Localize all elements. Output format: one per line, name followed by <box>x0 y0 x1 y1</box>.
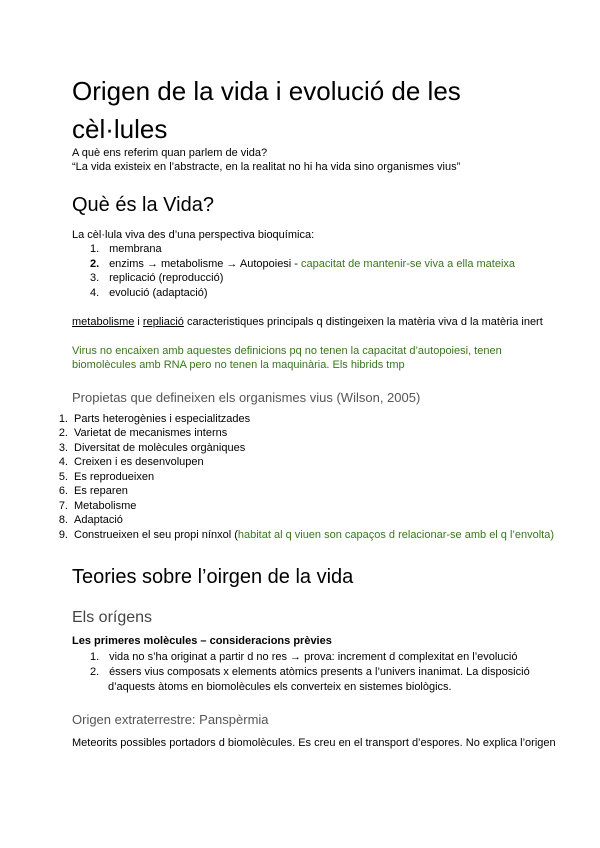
list-text: Construeixen el seu propi nínxol ( <box>74 529 238 541</box>
list-item <box>90 665 530 680</box>
virus-note-line2: biomolècules amb RNA pero no tenen la maquinària. Els hibrids tmp <box>72 359 405 371</box>
list-item <box>50 513 123 528</box>
list-text: Parts heterogènies i especialitzades <box>74 413 251 425</box>
intro-question: A què ens referim quan parlem de vida? <box>72 147 268 159</box>
virus-note-line1: Virus no encaixen amb aquestes definicions pq no tenen la capacitat d’autopoiesi, tenen <box>72 345 502 357</box>
intro-quote: “La vida existeix en l’abstracte, en la realitat no hi ha vida sino organismes vius” <box>72 161 461 173</box>
list-item <box>50 441 245 456</box>
underlined-term: metabolisme <box>72 316 135 328</box>
list-number: 8. <box>58 514 68 526</box>
list-text-green: capacitat de mantenir-se viva a ella mateixa <box>301 258 516 270</box>
heading-wilson: Propietas que defineixen els organismes vius (Wilson, 2005) <box>72 390 421 405</box>
list-item <box>50 470 154 485</box>
list-item-continuation: d’aquests àtoms en biomolècules els converteix en sistemes biològics. <box>108 681 452 693</box>
list-number: 3. <box>90 272 100 284</box>
list-item <box>50 484 128 499</box>
list-text-green: habitat al q viuen son capaços d relacionar-se amb el q l’envolta) <box>237 529 555 541</box>
list-item <box>90 242 162 257</box>
list-item <box>50 412 250 427</box>
heading-panspermia: Origen extraterrestre: Panspèrmia <box>72 712 269 727</box>
list-text: Metabolisme <box>74 500 137 512</box>
list-text: Creixen i es desenvolupen <box>74 456 204 468</box>
list-text: Diversitat de molècules orgàniques <box>74 442 246 454</box>
list-text: Es reprodueixen <box>74 471 155 483</box>
list-item <box>50 499 136 514</box>
vida-lead: La cèl·lula viva des d’una perspectiva bioquímica: <box>72 229 315 241</box>
list-item <box>50 528 554 543</box>
list-number: 1. <box>90 651 100 663</box>
note-rest: caracteristiques principals q distingeixen la matèria viva d la matèria inert <box>183 316 543 328</box>
list-number: 4. <box>90 287 100 299</box>
list-text: replicació (reproducció) <box>109 272 224 284</box>
list-number: 9. <box>58 529 68 541</box>
note-connector: i <box>134 316 143 328</box>
list-number: 7. <box>58 500 68 512</box>
list-item <box>90 286 208 301</box>
panspermia-text: Meteorits possibles portadors d biomolècules. Es creu en el transport d’espores. No explica l’origen <box>72 737 556 749</box>
heading-que-es-la-vida: Què és la Vida? <box>72 194 214 216</box>
list-number: 3. <box>58 442 68 454</box>
bold-subheading: Les primeres molècules – consideracions prèvies <box>72 635 332 647</box>
list-item <box>50 426 227 441</box>
list-text: vida no s’ha originat a partir d no res → prova: increment d complexitat en l’evolució <box>109 651 518 663</box>
heading-origens: Els orígens <box>72 609 153 626</box>
list-text: Varietat de mecanismes interns <box>74 427 228 439</box>
list-text: enzims → metabolisme → Autopoiesi - <box>109 258 302 270</box>
list-number: 4. <box>58 456 68 468</box>
list-text: éssers vius composats x elements atòmics presents a l’univers inanimat. La disposició <box>109 666 530 678</box>
page-title: Origen de la vida i evolució de les cèl·lules <box>72 76 461 144</box>
list-number: 1. <box>58 413 68 425</box>
list-number: 5. <box>58 471 68 483</box>
list-number: 2. <box>90 666 100 678</box>
metabolisme-note <box>72 315 543 330</box>
underlined-term: repliació <box>142 316 184 328</box>
list-item <box>90 257 515 272</box>
list-item <box>90 650 518 665</box>
list-number: 1. <box>90 243 100 255</box>
list-item <box>90 271 223 286</box>
list-text: Es reparen <box>74 485 128 497</box>
list-text: membrana <box>109 243 162 255</box>
list-number: 2. <box>58 427 68 439</box>
heading-teories: Teories sobre l’oirgen de la vida <box>72 566 354 588</box>
list-number: 6. <box>58 485 68 497</box>
list-item <box>50 455 204 470</box>
list-text: Adaptació <box>74 514 123 526</box>
list-number: 2. <box>90 258 100 270</box>
list-text: evolució (adaptació) <box>109 287 208 299</box>
